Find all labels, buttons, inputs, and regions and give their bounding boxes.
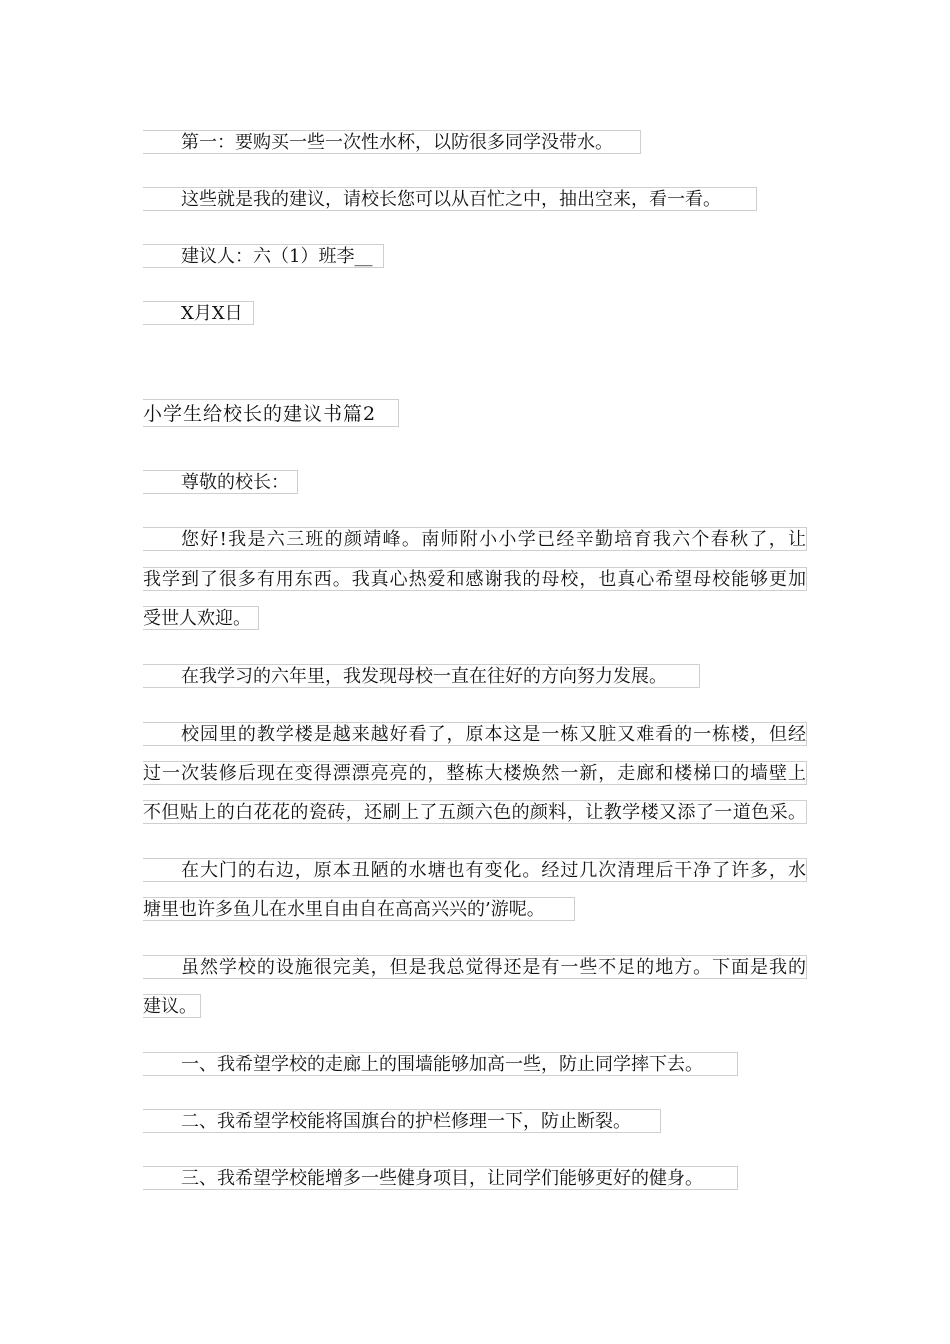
paragraph-intro-line-2: 我学到了很多有用东西。我真心热爱和感谢我的母校，也真心希望母校能够更加 [143,569,806,590]
paragraph-intro-line-3: 受世人欢迎。 [143,606,259,630]
salutation: 尊敬的校长： [143,470,298,494]
section-heading: 小学生给校长的建议书篇2 [143,399,399,427]
paragraph-building-line-3: 不但贴上的白花花的瓷砖，还刷上了五颜六色的颜料，让教学楼又添了一道色采。 [143,802,806,823]
paragraph-pond-line-2: 塘里也许多鱼儿在水里自由自在高高兴兴的’游呢。 [143,897,575,921]
paragraph-building-line-2: 过一次装修后现在变得漂漂亮亮的，整栋大楼焕然一新，走廊和楼梯口的墙壁上 [143,763,806,784]
suggestion-item-3: 三、我希望学校能增多一些健身项目，让同学们能够更好的健身。 [143,1166,738,1190]
paragraph-water-cups: 第一：要购买一些一次性水杯，以防很多同学没带水。 [143,130,641,154]
date-line: X月X日 [143,301,254,325]
suggestion-item-1: 一、我希望学校的走廊上的围墙能够加高一些，防止同学摔下去。 [143,1052,738,1076]
paragraph-intro-line-1: 您好!我是六三班的颜靖峰。南师附小小学已经辛勤培育我六个春秋了，让 [143,527,807,551]
paragraph-building-line-1: 校园里的教学楼是越来越好看了，原本这是一栋又脏又难看的一栋楼，但经 [143,722,807,746]
signature-line: 建议人：六（1）班李__ [143,244,384,268]
paragraph-suggestions-intro-line-1: 虽然学校的设施很完美，但是我总觉得还是有一些不足的地方。下面是我的 [143,955,807,979]
suggestion-item-2: 二、我希望学校能将国旗台的护栏修理一下，防止断裂。 [143,1109,661,1133]
paragraph-suggestions-intro-line-2: 建议。 [143,994,201,1018]
paragraph-pond-line-1: 在大门的右边，原本丑陋的水塘也有变化。经过几次清理后干净了许多，水 [143,858,807,882]
paragraph-development: 在我学习的六年里，我发现母校一直在往好的方向努力发展。 [143,664,700,688]
paragraph-closing-request: 这些就是我的建议，请校长您可以从百忙之中，抽出空来，看一看。 [143,187,757,211]
